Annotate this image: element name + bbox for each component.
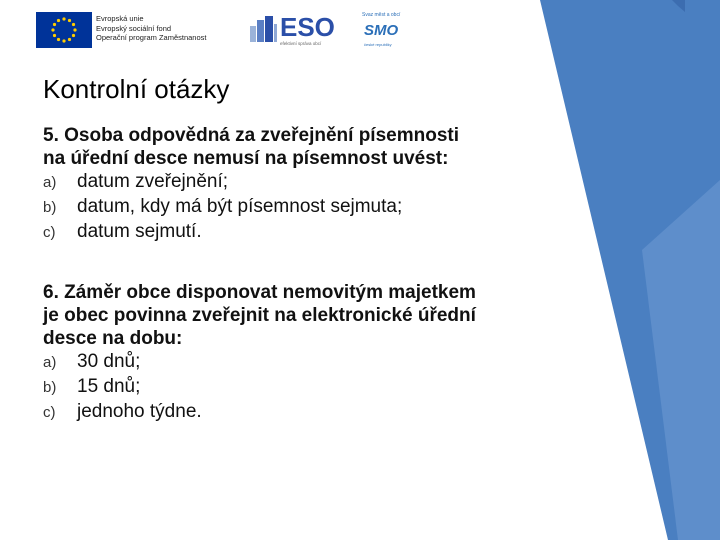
- question-line: je obec povinna zveřejnit na elektronické úřední: [43, 305, 476, 326]
- option-text: datum zveřejnění;: [77, 171, 229, 192]
- option-text: datum sejmutí.: [77, 221, 202, 242]
- option-label: c): [43, 404, 56, 421]
- question-line: 6. Záměr obce disponovat nemovitým majetkem: [43, 282, 476, 303]
- answer-option: [43, 220, 583, 245]
- eu-flag-icon: [36, 12, 92, 48]
- slide-title: Kontrolní otázky: [43, 74, 230, 104]
- decoration-arrow: [672, 0, 685, 12]
- answer-option: [43, 170, 583, 195]
- eso-subtitle: efektivní správa obcí: [280, 41, 322, 46]
- option-text: 15 dnů;: [77, 376, 141, 397]
- question-6: [43, 281, 583, 425]
- option-text: 30 dnů;: [77, 351, 141, 372]
- eu-text-line: Evropský sociální fond: [96, 23, 172, 33]
- option-label: c): [43, 224, 56, 241]
- question-line: desce na dobu:: [43, 328, 183, 349]
- question-text: [43, 281, 583, 350]
- spacer: [43, 245, 583, 281]
- smo-subtitle: české republiky: [364, 42, 392, 47]
- answer-option: [43, 195, 583, 220]
- question-line: 5. Osoba odpovědná za zveřejnění písemnosti: [43, 125, 459, 146]
- eu-logo-text: [96, 14, 206, 43]
- logo-bar: [0, 0, 560, 60]
- questions: [43, 124, 583, 425]
- question-5: [43, 124, 583, 245]
- option-label: a): [43, 174, 57, 191]
- eso-wordmark: ESO: [280, 12, 335, 42]
- eu-text-line: Evropská unie: [96, 14, 144, 23]
- answer-options: [43, 170, 583, 245]
- answer-option: [43, 375, 583, 400]
- decoration-light-stripe: [618, 0, 720, 540]
- option-text: datum, kdy má být písemnost sejmuta;: [77, 196, 403, 217]
- answer-option: [43, 350, 583, 375]
- smo-wordmark: SMO: [364, 22, 399, 39]
- smo-logo: [362, 12, 418, 48]
- option-label: b): [43, 379, 57, 396]
- answer-option: [43, 400, 583, 425]
- option-label: a): [43, 354, 57, 371]
- answer-options: [43, 350, 583, 425]
- eso-logo: [248, 12, 340, 48]
- eu-text-line: Operační program Zaměstnanost: [96, 33, 207, 42]
- buildings-icon: [248, 14, 278, 44]
- option-text: jednoho týdne.: [77, 401, 202, 422]
- option-label: b): [43, 199, 57, 216]
- decoration-light-edge: [642, 180, 720, 540]
- question-text: [43, 124, 583, 170]
- question-line: na úřední desce nemusí na písemnost uvést:: [43, 148, 449, 169]
- smo-top-text: Svaz měst a obcí: [362, 12, 401, 18]
